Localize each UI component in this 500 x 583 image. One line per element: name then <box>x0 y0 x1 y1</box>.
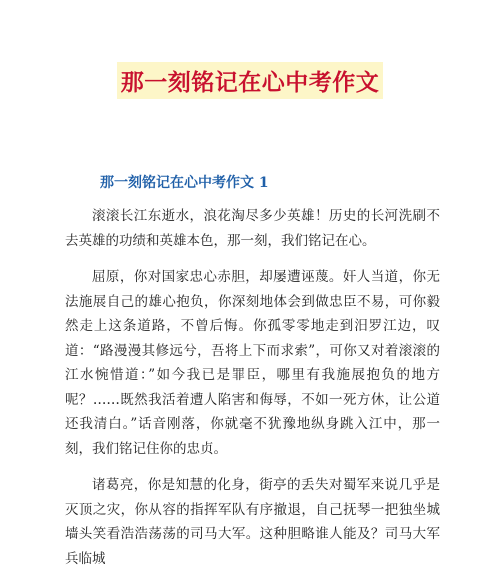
paragraph-1: 滚滚长江东逝水，浪花淘尽多少英雄！历史的长河洗刷不去英雄的功绩和英雄本色，那一刻，我们铭记在心。 <box>65 208 440 249</box>
page-title: 那一刻铭记在心中考作文 <box>117 62 384 99</box>
section-heading: 那一刻铭记在心中考作文 1 <box>100 175 269 191</box>
paragraph-2: 屈原，你对国家忠心赤胆，却屡遭诬蔑。奸人当道，你无法施展自己的雄心抱负，你深刻地体会到做忠臣不易，可你毅然走上这条道路，不曾后悔。你孤零零地走到汨罗江边，叹道：“路漫漫其修远兮，吾将上下而求索”，可你又对着滚滚的江水惋惜道：”如今我已是罪臣，哪里有我施展抱负的地方呢？……既然我活着遭人陷害和侮辱，不如一死方休，让公道还我清白。”话音刚落，你就毫不犹豫地纵身跳入江中，那一刻，我们铭记住你的忠贞。 <box>65 269 440 457</box>
title-block <box>0 62 500 99</box>
paragraph-3: 诸葛亮，你是知慧的化身，街亭的丢失对蜀军来说几乎是灭顶之灾，你从容的指挥军队有序撤退，自己抚琴一把独坐城墙头笑看浩浩荡荡的司马大军。这种胆略谁人能及？司马大军兵临城 <box>65 477 440 567</box>
article-body <box>65 204 440 583</box>
